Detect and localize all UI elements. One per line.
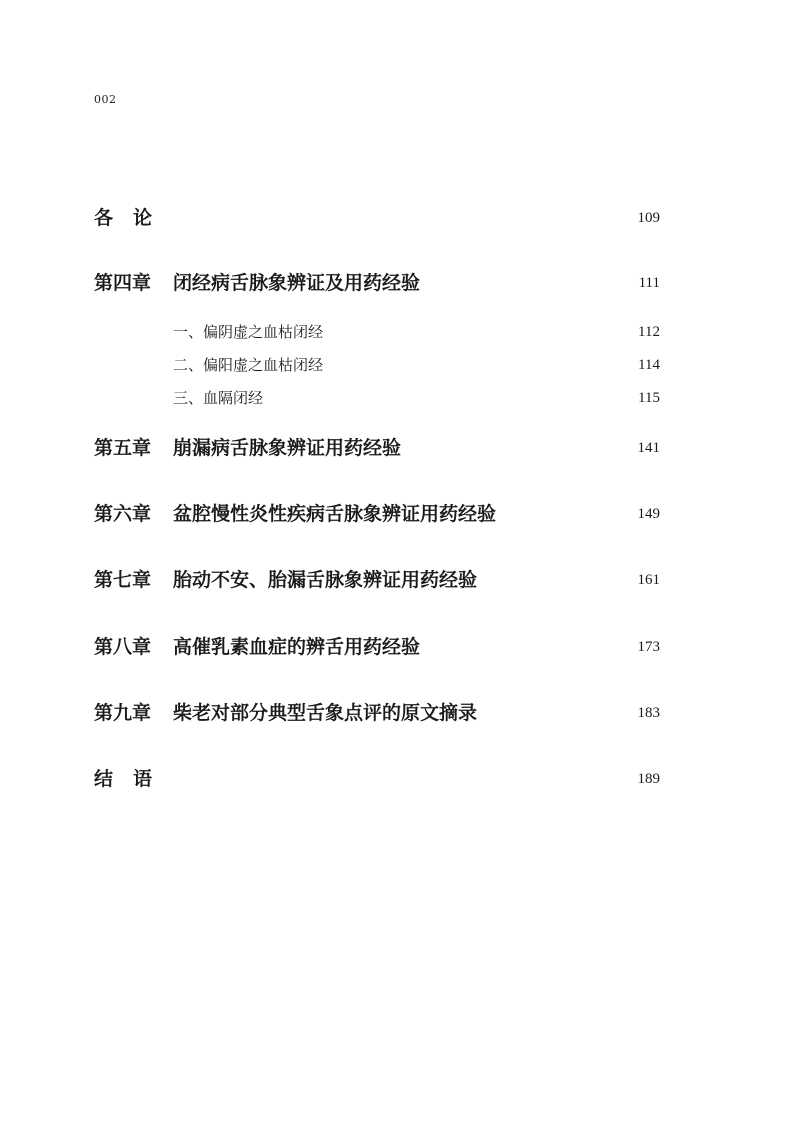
page-ref: 115 (638, 390, 660, 406)
toc-entry-jieyu[interactable] (94, 768, 660, 798)
page-ref: 173 (637, 639, 660, 655)
chapter-number: 第八章 (94, 636, 152, 658)
chapter-number: 第四章 (94, 272, 152, 294)
subsection-title: 一、偏阴虚之血枯闭经 (173, 323, 324, 341)
page-ref: 112 (638, 324, 660, 340)
chapter-title: 胎动不安、胎漏舌脉象辨证用药经验 (173, 569, 478, 591)
page-ref: 111 (638, 275, 660, 291)
chapter-number: 第六章 (94, 503, 152, 525)
subsection-title: 二、偏阳虚之血枯闭经 (173, 356, 324, 374)
page-ref: 161 (637, 572, 660, 588)
toc-entry-chapter-5[interactable] (94, 437, 660, 467)
section-label: 各论 (94, 207, 173, 229)
chapter-title: 高催乳素血症的辨舌用药经验 (173, 636, 421, 658)
toc-subentry-3[interactable] (94, 387, 660, 417)
toc-entry-chapter-6[interactable] (94, 503, 660, 533)
toc-subentry-2[interactable] (94, 354, 660, 384)
toc-entry-gelun[interactable] (94, 207, 660, 237)
page-number: 002 (94, 93, 117, 106)
page-ref: 189 (637, 771, 660, 787)
toc-entry-chapter-8[interactable] (94, 636, 660, 666)
chapter-number: 第五章 (94, 437, 152, 459)
chapter-title: 盆腔慢性炎性疾病舌脉象辨证用药经验 (173, 503, 497, 525)
toc-subentry-1[interactable] (94, 321, 660, 351)
page-ref: 149 (637, 506, 660, 522)
section-label: 结语 (94, 768, 173, 790)
toc-entry-chapter-9[interactable] (94, 702, 660, 732)
page-ref: 114 (638, 357, 660, 373)
toc-entry-chapter-7[interactable] (94, 569, 660, 599)
page-ref: 141 (637, 440, 660, 456)
page-ref: 109 (637, 210, 660, 226)
subsection-title: 三、血隔闭经 (173, 389, 264, 407)
chapter-title: 闭经病舌脉象辨证及用药经验 (173, 272, 421, 294)
chapter-title: 柴老对部分典型舌象点评的原文摘录 (173, 702, 478, 724)
toc-entry-chapter-4[interactable] (94, 272, 660, 302)
page-ref: 183 (637, 705, 660, 721)
chapter-number: 第七章 (94, 569, 152, 591)
chapter-number: 第九章 (94, 702, 152, 724)
chapter-title: 崩漏病舌脉象辨证用药经验 (173, 437, 402, 459)
